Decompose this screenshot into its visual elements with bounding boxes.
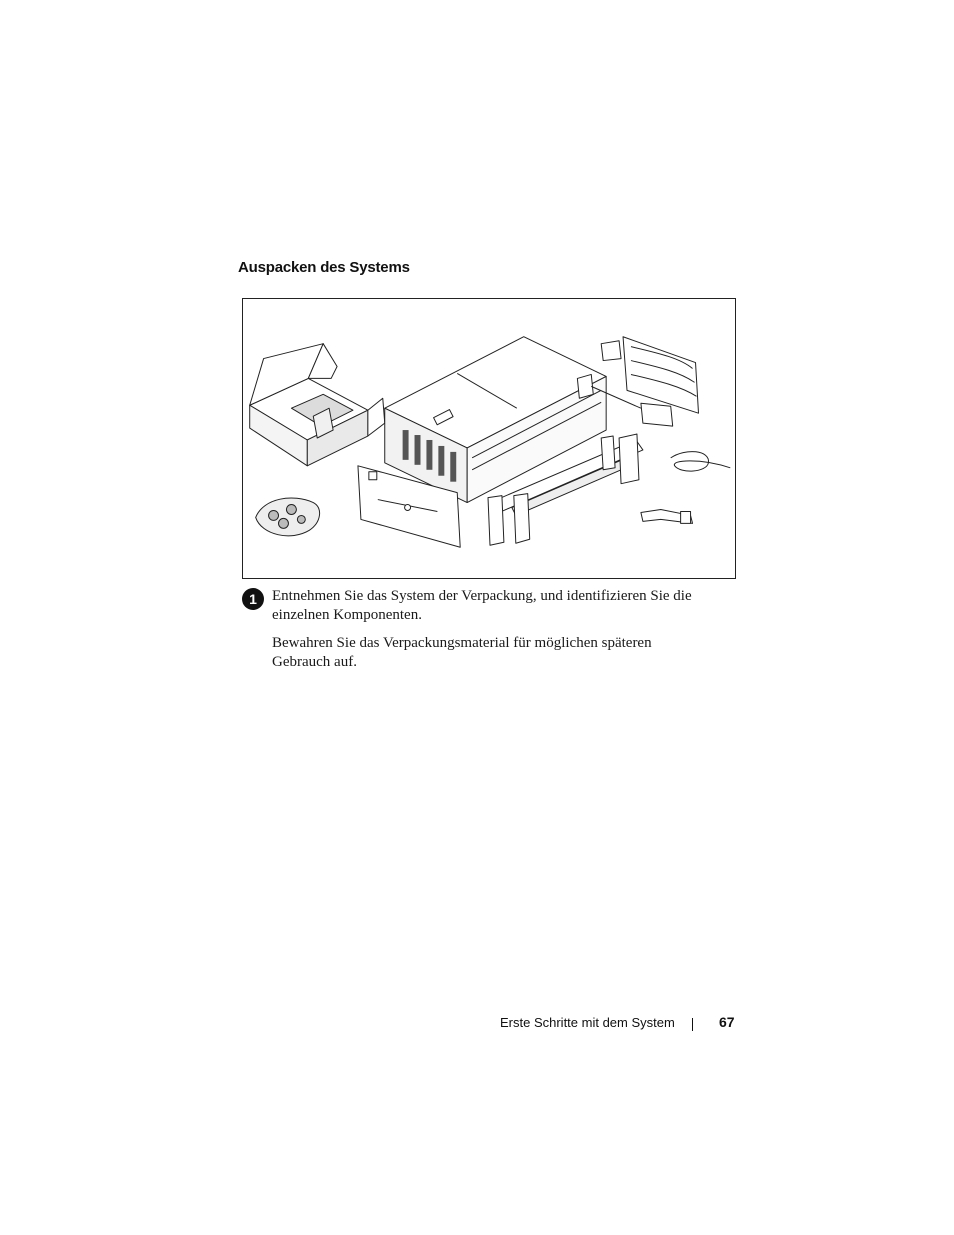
unpacking-figure xyxy=(242,298,736,579)
footer-page-number: 67 xyxy=(719,1014,735,1030)
footer-separator xyxy=(692,1018,693,1031)
section-heading: Auspacken des Systems xyxy=(238,259,410,276)
step-note: Bewahren Sie das Verpackungsmaterial für möglichen späteren Gebrauch auf. xyxy=(272,635,652,670)
unpacking-illustration-icon xyxy=(243,299,735,578)
step-instruction: Entnehmen Sie das System der Verpackung, und identifizieren Sie die einzelnen Komponenten. xyxy=(272,588,692,623)
cable-icon xyxy=(671,452,731,472)
step-number-badge: 1 xyxy=(242,588,264,610)
footer-chapter-title: Erste Schritte mit dem System xyxy=(500,1015,675,1030)
bracket-icon xyxy=(641,509,693,523)
shipping-box-icon xyxy=(250,344,385,466)
foam-insert-icon xyxy=(256,498,320,536)
